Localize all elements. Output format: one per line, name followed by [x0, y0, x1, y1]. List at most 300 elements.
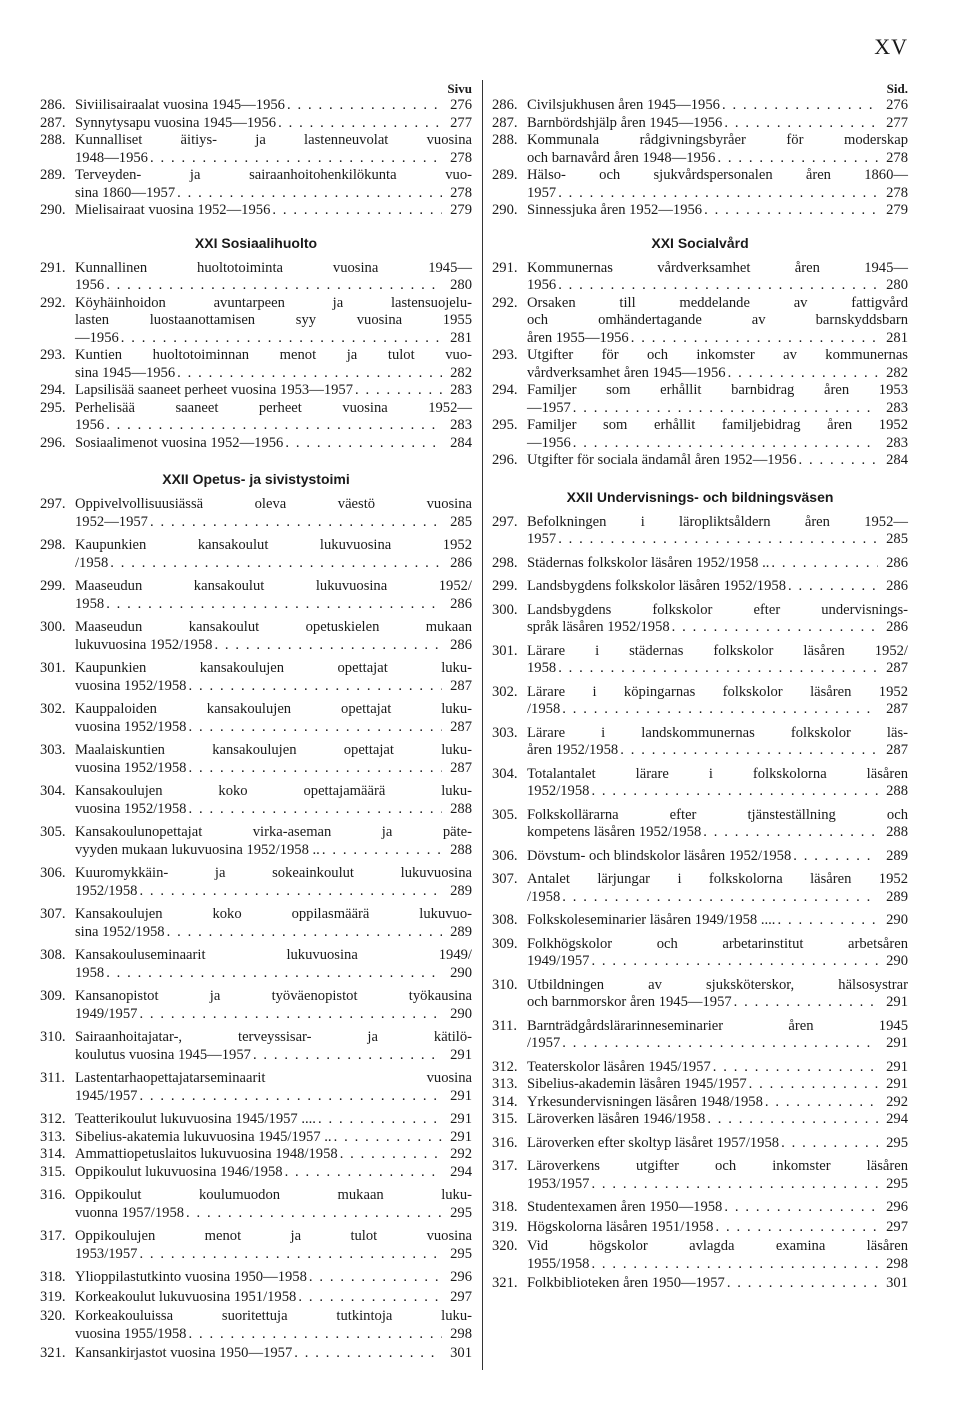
entry-title-line: —1956 [527, 434, 571, 451]
entry-title-line: Terveyden- ja sairaanhoitohenkilökunta vuo- [75, 167, 472, 183]
toc-entry[interactable] [492, 766, 908, 801]
entry-title-line: Sinnessjuka åren 1952—1956 [527, 202, 703, 218]
dot-leader [106, 277, 442, 295]
entry-title-line: Maaseudun kansakoulut opetuskielen mukaan [75, 619, 472, 635]
page-ref[interactable]: 291 [886, 1058, 908, 1075]
entry-title-line: Korkeakouluissa suoritettuja tutkintoja luku- [75, 1308, 472, 1324]
entry-number: 312. [40, 1111, 66, 1127]
entry-title-line: åren 1952/1958 [527, 742, 619, 758]
page-ref[interactable]: 290 [886, 953, 908, 969]
page-ref[interactable]: 301 [450, 1345, 472, 1361]
page-ref[interactable]: 296 [450, 1269, 472, 1285]
toc-entry[interactable] [40, 1345, 472, 1363]
page-ref[interactable]: 289 [886, 888, 908, 905]
entry-title-line: /1958 [75, 554, 109, 571]
entry-title-line: Läroverkens utgifter och inkomster läsåren [527, 1158, 908, 1174]
toc-entry[interactable] [492, 1111, 908, 1129]
entry-number: 320. [492, 1238, 518, 1254]
entry-number: 316. [40, 1187, 66, 1203]
toc-entry[interactable] [40, 1308, 472, 1343]
toc-entry[interactable] [40, 1164, 472, 1182]
entry-number: 293. [492, 347, 518, 363]
dot-leader [186, 1205, 442, 1223]
dot-leader [717, 150, 878, 168]
entry-title-line: Lastentarhaopettajatarseminaarit vuosina [75, 1070, 472, 1086]
dot-leader [765, 1094, 878, 1112]
entry-number: 287. [492, 114, 518, 131]
page-ref[interactable]: 286 [886, 619, 908, 635]
entry-number: 308. [40, 947, 66, 963]
dot-leader [672, 619, 878, 637]
toc-entry[interactable] [492, 417, 908, 452]
toc-entry[interactable] [40, 295, 472, 348]
toc-entry[interactable] [492, 295, 908, 348]
page-ref[interactable]: 290 [450, 964, 472, 981]
entry-title-line: 1948—1956 [75, 149, 148, 166]
page-ref[interactable]: 288 [886, 824, 908, 840]
section-heading: XXII Undervisnings- och bildningsväsen [566, 488, 834, 505]
page-ref[interactable]: 278 [450, 149, 472, 166]
page-ref[interactable]: 291 [450, 1087, 472, 1104]
toc-entry[interactable] [40, 132, 472, 167]
entry-title-line: 1952/1958 [75, 882, 138, 899]
entry-number: 304. [40, 783, 66, 799]
entry-title-line: /1958 [527, 701, 561, 717]
toc-entry[interactable] [40, 578, 472, 613]
toc-entry[interactable] [40, 824, 472, 859]
entry-title-line: Utgifter för och inkomster av kommunernas [527, 347, 908, 363]
page-ref[interactable]: 290 [886, 912, 908, 928]
page-ref[interactable]: 298 [450, 1325, 472, 1342]
dot-leader [188, 760, 442, 778]
toc-entry[interactable] [40, 202, 472, 220]
entry-title-line: vuosina 1952/1958 [75, 759, 187, 776]
entry-number: 286. [492, 97, 518, 113]
page-ref[interactable]: 286 [886, 554, 908, 571]
entry-number: 311. [40, 1070, 65, 1086]
entry-title-line: Barnbördshjälp åren 1945—1956 [527, 114, 723, 131]
toc-entry[interactable] [492, 1238, 908, 1273]
entry-number: 307. [40, 906, 66, 922]
toc-entry[interactable] [40, 1269, 472, 1287]
toc-entry[interactable] [40, 115, 472, 133]
toc-entry[interactable] [40, 260, 472, 295]
dot-leader [724, 1199, 878, 1217]
page-ref[interactable]: 277 [886, 114, 908, 131]
entry-title-line: 1957 [527, 184, 557, 201]
toc-entry[interactable] [492, 643, 908, 678]
page-ref[interactable]: 283 [886, 434, 908, 451]
page-ref[interactable]: 286 [450, 554, 472, 571]
entry-title-line: lasten luostaanottamisen syy vuosina 1955 [75, 312, 472, 328]
entry-title-line: vuosina 1952/1958 [75, 718, 187, 735]
entry-title-line: Studentexamen åren 1950—1958 [527, 1199, 723, 1215]
toc-entry[interactable] [492, 1158, 908, 1193]
entry-title-line: och barnmorskor åren 1945—1957 [527, 994, 732, 1010]
entry-title-line: Utbildningen av sjuksköterskor, hälsosystrar [527, 976, 908, 993]
entry-number: 310. [40, 1029, 66, 1045]
toc-entry[interactable] [492, 514, 908, 549]
dot-leader [106, 965, 442, 983]
entry-title-line: 1952/1958 [527, 783, 590, 799]
toc-entry[interactable] [492, 452, 908, 470]
entry-title-line: Lapsilisää saaneet perheet vuosina 1953—1957 [75, 382, 354, 398]
entry-title-line: Kansakoulunopettajat virka-aseman ja päte- [75, 824, 472, 840]
dot-leader [106, 596, 442, 614]
toc-entry[interactable] [492, 115, 908, 133]
entry-title-line: Mielisairaat vuosina 1952—1956 [75, 202, 271, 218]
toc-entry[interactable] [492, 1219, 908, 1237]
entry-title-line: Oppivelvollisuusiässä oleva väestö vuosina [75, 496, 472, 512]
entry-title-line: Oppikoulut lukuvuosina 1946/1958 [75, 1163, 283, 1180]
entry-title-line: 1955/1958 [527, 1255, 590, 1272]
dot-leader [715, 1219, 878, 1237]
toc-entry[interactable] [40, 435, 472, 453]
entry-number: 321. [492, 1275, 518, 1291]
page-ref[interactable]: 276 [886, 97, 908, 113]
toc-entry[interactable] [492, 97, 908, 115]
page-ref[interactable]: 288 [450, 800, 472, 817]
page-ref[interactable]: 286 [450, 595, 472, 612]
entry-number: 307. [492, 871, 518, 887]
section-heading: XXI Socialvård [651, 234, 749, 251]
toc-entry[interactable] [492, 1076, 908, 1094]
page-ref[interactable]: 282 [450, 364, 472, 381]
entry-title-line: —1957 [527, 399, 571, 416]
dot-leader [318, 1111, 442, 1129]
dot-leader [558, 531, 878, 549]
page-ref[interactable]: 277 [450, 114, 472, 131]
page-ref[interactable]: 292 [450, 1146, 472, 1162]
toc-entry[interactable] [40, 1187, 472, 1222]
dot-leader [793, 848, 878, 866]
entry-title-line: Maaseudun kansakoulut lukuvuosina 1952/ [75, 578, 472, 594]
entry-title-line: Kunnalliset äitiys- ja lastenneuvolat vuosina [75, 132, 472, 148]
entry-number: 289. [40, 167, 66, 183]
dot-leader [278, 115, 442, 133]
dot-leader [285, 435, 442, 453]
entry-title-line: Folkskoleseminarier läsåren 1949/1958 .... [527, 912, 776, 928]
toc-entry[interactable] [40, 1228, 472, 1263]
toc-entry[interactable] [492, 848, 908, 866]
entry-title-line: vuonna 1957/1958 [75, 1204, 185, 1221]
toc-entry[interactable] [40, 496, 472, 531]
entry-title-line: Folkhögskolor och arbetarinstitut arbetsåren [527, 935, 908, 952]
page-ref[interactable]: 282 [886, 364, 908, 381]
toc-entry[interactable] [40, 1070, 472, 1105]
page-ref[interactable]: 294 [886, 1111, 908, 1127]
page-ref[interactable]: 295 [450, 1204, 472, 1221]
entry-title-line: kompetens läsåren 1952/1958 [527, 824, 702, 840]
toc-entry[interactable] [492, 977, 908, 1012]
entry-title-line: Korkeakoulut lukuvuosina 1951/1958 [75, 1288, 297, 1305]
page-ref[interactable]: 283 [450, 382, 472, 398]
page-ref[interactable]: 290 [450, 1005, 472, 1022]
toc-entry[interactable] [492, 167, 908, 202]
entry-number: 300. [40, 619, 66, 635]
toc-entry[interactable] [40, 537, 472, 572]
page-ref[interactable]: 297 [450, 1288, 472, 1305]
dot-leader [188, 719, 442, 737]
entry-title-line: koulutus vuosina 1945—1957 [75, 1046, 251, 1063]
entry-number: 315. [40, 1163, 66, 1180]
toc-entry[interactable] [40, 1111, 472, 1129]
page-ref[interactable]: 276 [450, 97, 472, 113]
entry-title-line: Kuuromykkäin- ja sokeainkoulut lukuvuosina [75, 865, 472, 881]
dot-leader [788, 578, 878, 596]
toc-entry[interactable] [492, 578, 908, 596]
entry-title-line: Teaterskolor läsåren 1945/1957 [527, 1058, 711, 1075]
page-ref[interactable]: 296 [886, 1199, 908, 1215]
page-column-header: Sid. [886, 81, 908, 96]
page-ref[interactable]: 295 [450, 1245, 472, 1262]
page-ref[interactable]: 298 [886, 1255, 908, 1272]
entry-title-line: 1956 [75, 417, 105, 433]
entry-number: 317. [40, 1228, 66, 1244]
swedish-column [492, 80, 908, 1293]
page-ref[interactable]: 288 [450, 841, 472, 858]
toc-entry[interactable] [492, 912, 908, 930]
entry-title-line: Ylioppilastutkinto vuosina 1950—1958 [75, 1269, 307, 1285]
entry-number: 296. [492, 452, 518, 468]
entry-number: 316. [492, 1134, 518, 1151]
dot-leader [591, 1176, 878, 1194]
toc-entry[interactable] [40, 742, 472, 777]
page-ref[interactable]: 278 [886, 149, 908, 166]
toc-entry[interactable] [40, 865, 472, 900]
dot-leader [167, 924, 442, 942]
page-ref[interactable]: 301 [886, 1275, 908, 1291]
toc-entry[interactable] [492, 602, 908, 637]
page-ref[interactable]: 291 [886, 1076, 908, 1092]
dot-leader [188, 1326, 442, 1344]
toc-entry[interactable] [492, 347, 908, 382]
entry-title-line: vårdverksamhet åren 1945—1956 [527, 364, 726, 381]
entry-title-line: Köyhäinhoidon avuntarpeen ja lastensuojelu- [75, 294, 472, 311]
page-ref[interactable]: 280 [886, 277, 908, 293]
entry-title-line: /1958 [527, 888, 561, 905]
page-ref[interactable]: 278 [886, 184, 908, 201]
page-ref[interactable]: 278 [450, 184, 472, 201]
page-ref[interactable]: 292 [886, 1093, 908, 1110]
toc-entry[interactable] [40, 382, 472, 400]
toc-entry[interactable] [40, 400, 472, 435]
entry-title-line: Landsbygdens folkskolor läsåren 1952/1958 [527, 578, 786, 594]
entry-number: 309. [492, 935, 518, 952]
page-ref[interactable]: 289 [450, 882, 472, 899]
page-ref[interactable]: 287 [886, 701, 908, 717]
entry-title-line: 1956 [527, 277, 557, 293]
entry-number: 314. [40, 1146, 66, 1162]
toc-entry[interactable] [492, 807, 908, 842]
dot-leader [139, 883, 442, 901]
entry-number: 294. [492, 382, 518, 398]
page-ref[interactable]: 291 [886, 994, 908, 1010]
toc-entry[interactable] [492, 1018, 908, 1053]
page-ref[interactable]: 287 [450, 718, 472, 735]
entry-title-line: 1953/1957 [75, 1245, 138, 1262]
entry-number: 318. [492, 1199, 518, 1215]
entry-number: 300. [492, 601, 518, 618]
entry-number: 288. [492, 132, 518, 148]
entry-title-line: Kaupunkien kansakoulujen opettajat luku- [75, 660, 472, 676]
toc-entry[interactable] [40, 619, 472, 654]
dot-leader [722, 97, 878, 115]
toc-entry[interactable] [40, 988, 472, 1023]
entry-number: 320. [40, 1308, 66, 1324]
page-ref[interactable]: 281 [450, 329, 472, 346]
entry-number: 289. [492, 167, 518, 183]
column-divider [482, 80, 483, 1370]
toc-entry[interactable] [492, 1059, 908, 1077]
toc-entry[interactable] [492, 202, 908, 220]
entry-number: 303. [40, 742, 66, 758]
entry-number: 292. [492, 294, 518, 311]
toc-entry[interactable] [492, 260, 908, 295]
toc-entry[interactable] [492, 725, 908, 760]
page-ref[interactable]: 285 [886, 531, 908, 547]
dot-leader [355, 382, 442, 400]
entry-number: 306. [492, 847, 518, 864]
entry-number: 301. [40, 660, 66, 676]
page-ref[interactable]: 279 [886, 202, 908, 218]
page-ref[interactable]: 280 [450, 277, 472, 293]
toc-entry[interactable] [40, 906, 472, 941]
entry-number: 305. [40, 824, 66, 840]
page-ref[interactable]: 287 [450, 677, 472, 694]
entry-title-line: Kansakoulujen koko oppilasmäärä lukuvuo- [75, 906, 472, 922]
dot-leader [573, 435, 878, 453]
toc-entry[interactable] [40, 947, 472, 982]
entry-title-line: 1958 [75, 595, 105, 612]
toc-entry[interactable] [40, 783, 472, 818]
dot-leader [704, 202, 878, 220]
entry-title-line: 1945/1957 [75, 1087, 138, 1104]
entry-title-line: sina 1860—1957 [75, 184, 176, 201]
dot-leader [591, 953, 878, 971]
page-ref[interactable]: 295 [886, 1175, 908, 1192]
dot-leader [139, 1088, 442, 1106]
dot-leader [139, 1246, 442, 1264]
entry-title-line: Vid högskolor avlagda examina läsåren [527, 1238, 908, 1254]
toc-entry[interactable] [40, 347, 472, 382]
entry-title-line: sina 1952/1958 [75, 923, 165, 940]
entry-title-line: 1952—1957 [75, 513, 148, 530]
entry-title-line: Kauppaloiden kansakoulujen opettajat luku- [75, 701, 472, 717]
page-ref[interactable]: 287 [450, 759, 472, 776]
toc-entry[interactable] [492, 684, 908, 719]
toc-entry[interactable] [492, 132, 908, 167]
dot-leader [799, 452, 879, 470]
entry-number: 306. [40, 865, 66, 881]
toc-entry[interactable] [40, 1146, 472, 1164]
toc-entry[interactable] [492, 1094, 908, 1112]
page-ref[interactable]: 287 [886, 742, 908, 758]
page-ref[interactable]: 289 [886, 847, 908, 864]
page-ref[interactable]: 286 [450, 636, 472, 653]
page-ref[interactable]: 295 [886, 1134, 908, 1151]
page-ref[interactable]: 284 [450, 434, 472, 451]
entry-title-line: Kaupunkien kansakoulut lukuvuosina 1952 [75, 537, 472, 553]
toc-entry[interactable] [492, 871, 908, 906]
entry-number: 318. [40, 1269, 66, 1285]
entry-title-line: Perhelisää saaneet perheet vuosina 1952— [75, 399, 472, 416]
dot-leader [734, 994, 878, 1012]
entry-title-line: 1958 [527, 660, 557, 676]
dot-leader [287, 97, 442, 115]
entry-number: 311. [492, 1017, 517, 1034]
toc-entry[interactable] [40, 701, 472, 736]
toc-entry[interactable] [492, 555, 908, 573]
page-ref[interactable]: 286 [886, 578, 908, 594]
toc-entry[interactable] [492, 382, 908, 417]
entry-number: 312. [492, 1058, 518, 1075]
page-ref[interactable]: 284 [886, 452, 908, 468]
page-ref[interactable]: 287 [886, 660, 908, 676]
page-ref[interactable]: 291 [450, 1046, 472, 1063]
entry-number: 295. [492, 417, 518, 433]
page-ref[interactable]: 283 [886, 399, 908, 416]
page-ref[interactable]: 279 [450, 202, 472, 218]
page-ref[interactable]: 289 [450, 923, 472, 940]
entry-title-line: Orsaken till meddelande av fattigvård [527, 294, 908, 311]
entry-title-line: 1949/1957 [527, 953, 590, 969]
entry-title-line: Familjer som erhållit familjebidrag åren 1952 [527, 417, 908, 433]
dot-leader [139, 1006, 442, 1024]
page-ref[interactable]: 291 [450, 1128, 472, 1145]
toc-entry[interactable] [40, 660, 472, 695]
entry-title-line: Siviilisairaalat vuosina 1945—1956 [75, 97, 285, 113]
page-ref[interactable]: 285 [450, 513, 472, 530]
toc-entry[interactable] [492, 936, 908, 971]
entry-title-line: Högskolorna läsåren 1951/1958 [527, 1218, 714, 1235]
page-ref[interactable]: 283 [450, 417, 472, 433]
entry-title-line: Läroverken efter skoltyp läsåret 1957/1958 [527, 1134, 780, 1151]
toc-entry[interactable] [492, 1135, 908, 1153]
toc-entry[interactable] [492, 1275, 908, 1293]
entry-title-line: Kansakouluseminaarit lukuvuosina 1949/ [75, 947, 472, 963]
page-ref[interactable]: 291 [886, 1035, 908, 1051]
entry-number: 297. [40, 496, 66, 512]
entry-number: 301. [492, 642, 518, 659]
page-ref[interactable]: 294 [450, 1163, 472, 1180]
page-number: XV [874, 34, 908, 59]
toc-entry[interactable] [40, 1029, 472, 1064]
entry-number: 313. [492, 1076, 518, 1092]
page-ref[interactable]: 281 [886, 329, 908, 346]
entry-title-line: Folkbiblioteken åren 1950—1957 [527, 1275, 725, 1291]
dot-leader [214, 637, 442, 655]
dot-leader [728, 365, 878, 383]
toc-entry[interactable] [492, 1199, 908, 1217]
toc-entry[interactable] [40, 167, 472, 202]
entry-number: 296. [40, 434, 66, 451]
dot-leader [150, 150, 442, 168]
page-ref[interactable]: 291 [450, 1111, 472, 1127]
page-ref[interactable]: 288 [886, 783, 908, 799]
entry-number: 310. [492, 976, 518, 993]
dot-leader [340, 1146, 442, 1164]
entry-title-line: Hälso- och sjukvårdspersonalen åren 1860— [527, 167, 908, 183]
toc-entry[interactable] [40, 1289, 472, 1307]
page-ref[interactable]: 297 [886, 1218, 908, 1235]
dot-leader [707, 1111, 878, 1129]
section-heading: XXI Sosiaalihuolto [194, 234, 318, 251]
entry-number: 302. [492, 683, 518, 700]
toc-entry[interactable] [40, 1129, 472, 1147]
dot-leader [573, 400, 878, 418]
toc-entry[interactable] [40, 97, 472, 115]
